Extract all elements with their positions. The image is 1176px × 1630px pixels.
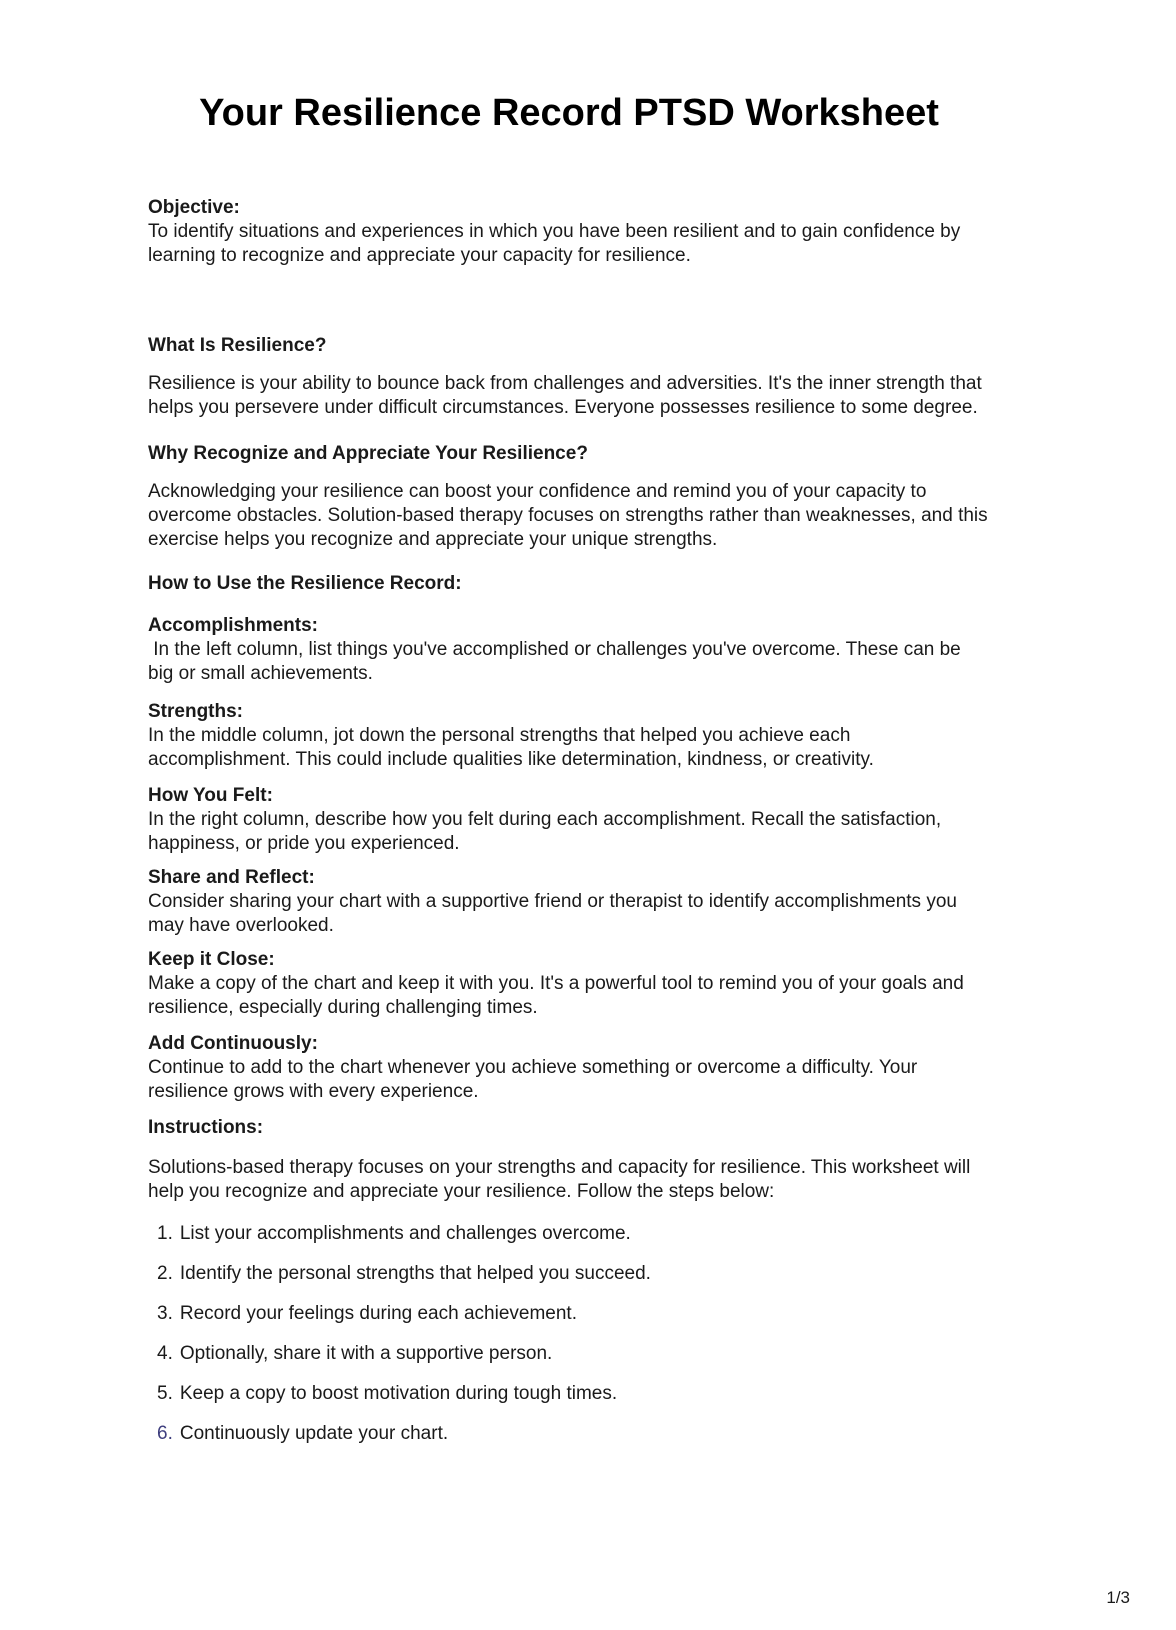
section-what-is-resilience bbox=[148, 334, 990, 420]
list-item bbox=[157, 1222, 990, 1246]
step-number: 4. bbox=[157, 1343, 173, 1364]
list-item bbox=[157, 1302, 990, 1326]
section-body: Make a copy of the chart and keep it with you. It's a powerful tool to remind you of your goals and resilience, especially during challenging times. bbox=[148, 973, 970, 1018]
section-body: Resilience is your ability to bounce back from challenges and adversities. It's the inner strength that helps you persevere under difficult circumstances. Everyone possesses resilience to some degree. bbox=[148, 373, 988, 418]
section-strengths bbox=[148, 700, 990, 772]
section-why-recognize bbox=[148, 442, 993, 552]
step-text: Keep a copy to boost motivation during tough times. bbox=[179, 1383, 618, 1404]
instruction-steps-list bbox=[148, 1222, 990, 1446]
section-heading: How You Felt: bbox=[148, 785, 273, 806]
section-heading: Share and Reflect: bbox=[148, 867, 315, 888]
section-heading: Keep it Close: bbox=[148, 949, 275, 970]
step-number: 1. bbox=[157, 1223, 173, 1244]
section-body: In the left column, list things you've accomplished or challenges you've overcome. These can be big or small achievements. bbox=[148, 639, 967, 684]
section-share-and-reflect bbox=[148, 866, 990, 938]
step-text: Record your feelings during each achievement. bbox=[179, 1303, 577, 1324]
section-instructions bbox=[148, 1116, 990, 1204]
section-add-continuously bbox=[148, 1032, 990, 1104]
step-number: 3. bbox=[157, 1303, 173, 1324]
section-body: In the middle column, jot down the personal strengths that helped you achieve each accomplishment. This could include qualities like determination, kindness, or creativity. bbox=[148, 725, 874, 770]
section-body: To identify situations and experiences in which you have been resilient and to gain confidence by learning to recognize and appreciate your capacity for resilience. bbox=[148, 221, 966, 266]
section-heading: Add Continuously: bbox=[148, 1033, 318, 1054]
section-how-to-use bbox=[148, 572, 990, 596]
step-number: 5. bbox=[157, 1383, 173, 1404]
section-body: Continue to add to the chart whenever you achieve something or overcome a difficulty. Your resilience grows with every experience. bbox=[148, 1057, 923, 1102]
section-keep-it-close bbox=[148, 948, 990, 1020]
list-item bbox=[157, 1422, 990, 1446]
section-body: In the right column, describe how you felt during each accomplishment. Recall the satisfaction, happiness, or pride you experienced. bbox=[148, 809, 947, 854]
section-heading: What Is Resilience? bbox=[148, 335, 327, 356]
page-number-indicator: 1/3 bbox=[1106, 1588, 1130, 1607]
section-heading: How to Use the Resilience Record: bbox=[148, 573, 462, 594]
section-heading: Strengths: bbox=[148, 701, 243, 722]
step-number: 6. bbox=[157, 1423, 173, 1444]
section-body: Consider sharing your chart with a supportive friend or therapist to identify accomplishments you may have overlooked. bbox=[148, 891, 963, 936]
section-heading: Objective: bbox=[148, 197, 240, 218]
worksheet-content bbox=[0, 90, 1176, 1446]
list-item bbox=[157, 1382, 990, 1406]
section-body: Solutions-based therapy focuses on your strengths and capacity for resilience. This worksheet will help you recognize and appreciate your resilience. Follow the steps below: bbox=[148, 1157, 976, 1202]
section-heading: Accomplishments: bbox=[148, 615, 318, 636]
section-objective bbox=[148, 196, 990, 268]
page-title: Your Resilience Record PTSD Worksheet bbox=[199, 92, 939, 134]
step-text: Optionally, share it with a supportive person. bbox=[179, 1343, 553, 1364]
section-how-you-felt bbox=[148, 784, 990, 856]
section-heading: Why Recognize and Appreciate Your Resilience? bbox=[148, 443, 588, 464]
list-item bbox=[157, 1262, 990, 1286]
section-body: Acknowledging your resilience can boost your confidence and remind you of your capacity to overcome obstacles. Solution-based therapy focuses on strengths rather than weaknesses, and this exercise helps you recognize and appreciate your unique strengths. bbox=[148, 481, 993, 550]
step-text: List your accomplishments and challenges overcome. bbox=[179, 1223, 631, 1244]
step-text: Continuously update your chart. bbox=[179, 1423, 449, 1444]
list-item bbox=[157, 1342, 990, 1366]
step-text: Identify the personal strengths that helped you succeed. bbox=[179, 1263, 651, 1284]
section-heading: Instructions: bbox=[148, 1117, 264, 1138]
section-accomplishments bbox=[148, 614, 990, 686]
step-number: 2. bbox=[157, 1263, 173, 1284]
